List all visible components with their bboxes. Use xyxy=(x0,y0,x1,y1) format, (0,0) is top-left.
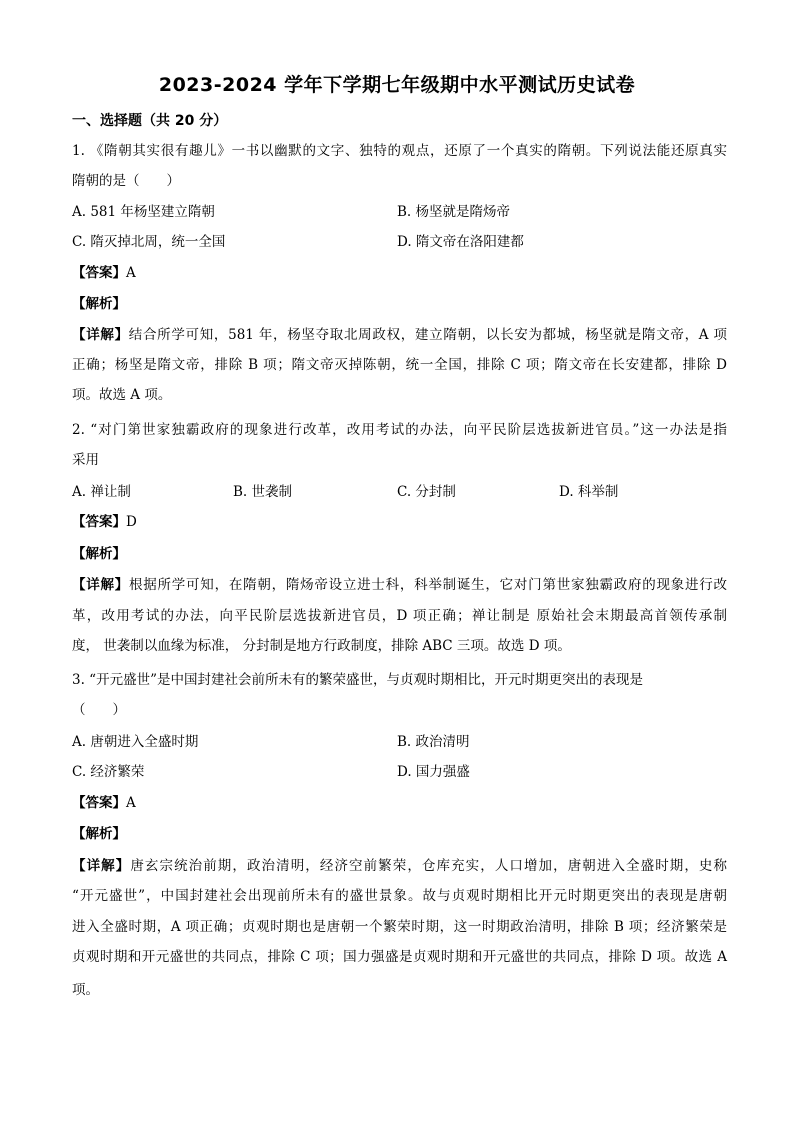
q2-detail-line2: 革，改用考试的办法，向平民阶层选拔新进官员，D 项正确；禅让制是 原始社会末期最高首领传承制 xyxy=(72,608,727,624)
q1-option-a: A. 581 年杨坚建立隋朝 xyxy=(72,204,215,220)
q3-detail-line4: 贞观时期和开元盛世的共同点，排除 C 项；国力强盛是贞观时期和开元盛世的共同点，排除 D 项。故选 A xyxy=(72,949,727,965)
q2-detail-line3: 度， 世袭制以血缘为标准， 分封制是地方行政制度，排除 ABC 三项。故选 D 项。 xyxy=(72,638,571,654)
q1-detail-line2: 正确；杨坚是隋文帝，排除 B 项；隋文帝灭掉陈朝，统一全国，排除 C 项；隋文帝在长安建都，排除 D xyxy=(72,357,727,373)
q3-answer-value: A xyxy=(126,795,136,811)
q3-stem-line1: 3. “开元盛世”是中国封建社会前所未有的繁荣盛世，与贞观时期相比，开元时期更突出的表现是 xyxy=(72,672,643,688)
answer-label: 【答案】 xyxy=(72,265,126,281)
q1-stem-line1: 1. 《隋朝其实很有趣儿》一书以幽默的文字、独特的观点，还原了一个真实的隋朝。下列说法能还原真实 xyxy=(72,143,727,159)
q3-detail-line1 xyxy=(72,857,727,875)
q2-option-c: C. 分封制 xyxy=(397,484,456,500)
q1-stem-line2: 隋朝的是（ ） xyxy=(72,173,180,189)
q1-detail-line1 xyxy=(72,326,727,344)
q1-analysis-label: 【解析】 xyxy=(72,296,126,312)
q3-answer xyxy=(72,794,136,812)
q1-option-d: D. 隋文帝在洛阳建都 xyxy=(397,234,524,250)
q2-option-b: B. 世袭制 xyxy=(233,484,293,500)
q1-detail-text1: 结合所学可知，581 年，杨坚夺取北周政权，建立隋朝，以长安为都城，杨坚就是隋文帝，A 项 xyxy=(128,327,727,343)
q2-option-d: D. 科举制 xyxy=(559,484,619,500)
q2-stem-line2: 采用 xyxy=(72,452,99,468)
q3-option-b: B. 政治清明 xyxy=(397,734,470,750)
q3-detail-text1: 唐玄宗统治前期，政治清明，经济空前繁荣，仓库充实，人口增加，唐朝进入全盛时期，史称 xyxy=(130,858,728,874)
q2-answer xyxy=(72,513,137,531)
q1-answer-value: A xyxy=(126,265,136,281)
q3-option-a: A. 唐朝进入全盛时期 xyxy=(72,734,199,750)
detail-label: 【详解】 xyxy=(72,327,129,343)
q3-detail-line2: “开元盛世”，中国封建社会出现前所未有的盛世景象。故与贞观时期相比开元时期更突出的表现是唐朝 xyxy=(72,888,727,904)
detail-label: 【详解】 xyxy=(72,577,130,593)
q2-stem-line1: 2. “对门第世家独霸政府的现象进行改革，改用考试的办法，向平民阶层选拔新进官员。”这一办法是指 xyxy=(72,422,727,438)
q2-answer-value: D xyxy=(126,514,137,530)
q1-option-b: B. 杨坚就是隋炀帝 xyxy=(397,204,511,220)
q3-detail-line5: 项。 xyxy=(72,982,99,998)
q1-detail-line3: 项。故选 A 项。 xyxy=(72,387,172,403)
answer-label: 【答案】 xyxy=(72,795,126,811)
q2-option-a: A. 禅让制 xyxy=(72,484,131,500)
section-heading: 一、选择题（共 20 分） xyxy=(72,113,228,129)
answer-label: 【答案】 xyxy=(72,514,126,530)
q1-answer xyxy=(72,264,136,282)
q3-stem-line2: （ ） xyxy=(72,702,126,718)
q3-analysis-label: 【解析】 xyxy=(72,826,126,842)
q1-option-c: C. 隋灭掉北周，统一全国 xyxy=(72,234,226,250)
q3-detail-line3: 进入全盛时期，A 项正确；贞观时期也是唐朝一个繁荣时期，这一时期政治清明，排除 B 项；经济繁荣是 xyxy=(72,919,727,935)
q3-option-c: C. 经济繁荣 xyxy=(72,764,145,780)
q2-detail-text1: 根据所学可知，在隋朝，隋炀帝设立进士科，科举制诞生，它对门第世家独霸政府的现象进行改 xyxy=(129,577,728,593)
detail-label: 【详解】 xyxy=(72,858,131,874)
q2-analysis-label: 【解析】 xyxy=(72,546,126,562)
exam-title: 2023-2024 学年下学期七年级期中水平测试历史试卷 xyxy=(158,74,636,96)
q3-option-d: D. 国力强盛 xyxy=(397,764,470,780)
q2-detail-line1 xyxy=(72,576,727,594)
